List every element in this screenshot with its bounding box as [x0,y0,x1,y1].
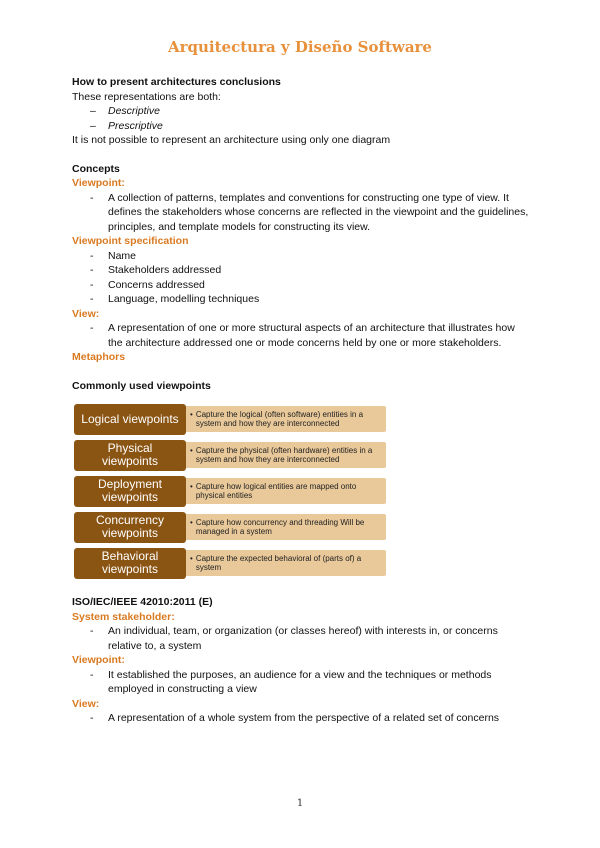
viewpoint-description: • Capture how logical entities are mapped onto physical entities [184,478,386,504]
viewpoint-name: Deployment viewpoints [74,476,186,507]
list-item: – Prescriptive [90,119,163,132]
list-item: - A collection of patterns, templates and conventions for constructing one type of view. It defines the stakeholders whose concerns are reflected in the viewpoint and the guidelines, principles, and template models for constructing its view. [90,191,529,233]
viewpoint-description: • Capture the expected behavioral of (parts of) a system [184,550,386,576]
viewpoint-name: Logical viewpoints [74,404,186,435]
document-body [72,75,532,726]
viewpoint-description: • Capture the logical (often software) entities in a system and how they are interconnected [184,406,386,432]
viewpoint-row [74,473,532,509]
bullet-icon: • [190,410,193,419]
list-item: – Descriptive [90,105,160,117]
list-item: - An individual, team, or organization (or classes hereof) with interests in, or concerns relative to, a system [90,625,498,652]
label-viewpoint-spec: Viewpoint specification [72,235,189,247]
bullet-icon: • [190,518,193,527]
heading-present-conclusions: How to present architectures conclusions [72,76,281,88]
list-item: - A representation of a whole system from the perspective of a related set of concerns [90,712,500,724]
list-item: - Language, modelling techniques [90,293,260,305]
note-text: It is not possible to represent an architecture using only one diagram [72,134,391,146]
viewpoints-diagram [74,401,532,581]
viewpoint-row [74,509,532,545]
list-item: - Stakeholders addressed [90,264,222,276]
heading-iso: ISO/IEC/IEEE 42010:2011 (E) [72,596,213,608]
viewpoint-name: Concurrency viewpoints [74,512,186,543]
list-item: - Concerns addressed [90,278,205,291]
intro-text: These representations are both: [72,90,221,103]
page-number: 1 [296,798,304,809]
label-view: View: [72,307,100,320]
viewpoint-name: Behavioral viewpoints [74,548,186,579]
label-metaphors: Metaphors [72,351,126,363]
viewpoint-name: Physical viewpoints [74,440,186,471]
bullet-icon: • [190,446,193,455]
list-item: - Name [90,249,137,262]
label-system-stakeholder: System stakeholder: [72,610,175,623]
viewpoint-row [74,401,532,437]
heading-common-viewpoints: Commonly used viewpoints [72,379,211,392]
viewpoint-row [74,437,532,473]
list-item: - It established the purposes, an audience for a view and the techniques or methods employed in constructing a view [90,668,492,695]
list-item: - A representation of one or more structural aspects of an architecture that illustrates how the architecture addressed one or mode concerns held by one or more stakeholders. [90,322,515,349]
viewpoint-row [74,545,532,581]
heading-concepts: Concepts [72,162,120,175]
label-iso-viewpoint: Viewpoint: [72,654,125,666]
bullet-icon: • [190,554,193,563]
label-iso-view: View: [72,697,100,710]
viewpoint-description: • Capture how concurrency and threading Will be managed in a system [184,514,386,540]
document-title: Arquitectura y Diseño Software [168,38,432,56]
bullet-icon: • [190,482,193,491]
label-viewpoint: Viewpoint: [72,177,125,189]
viewpoint-description: • Capture the physical (often hardware) entities in a system and how they are interconnected [184,442,386,468]
